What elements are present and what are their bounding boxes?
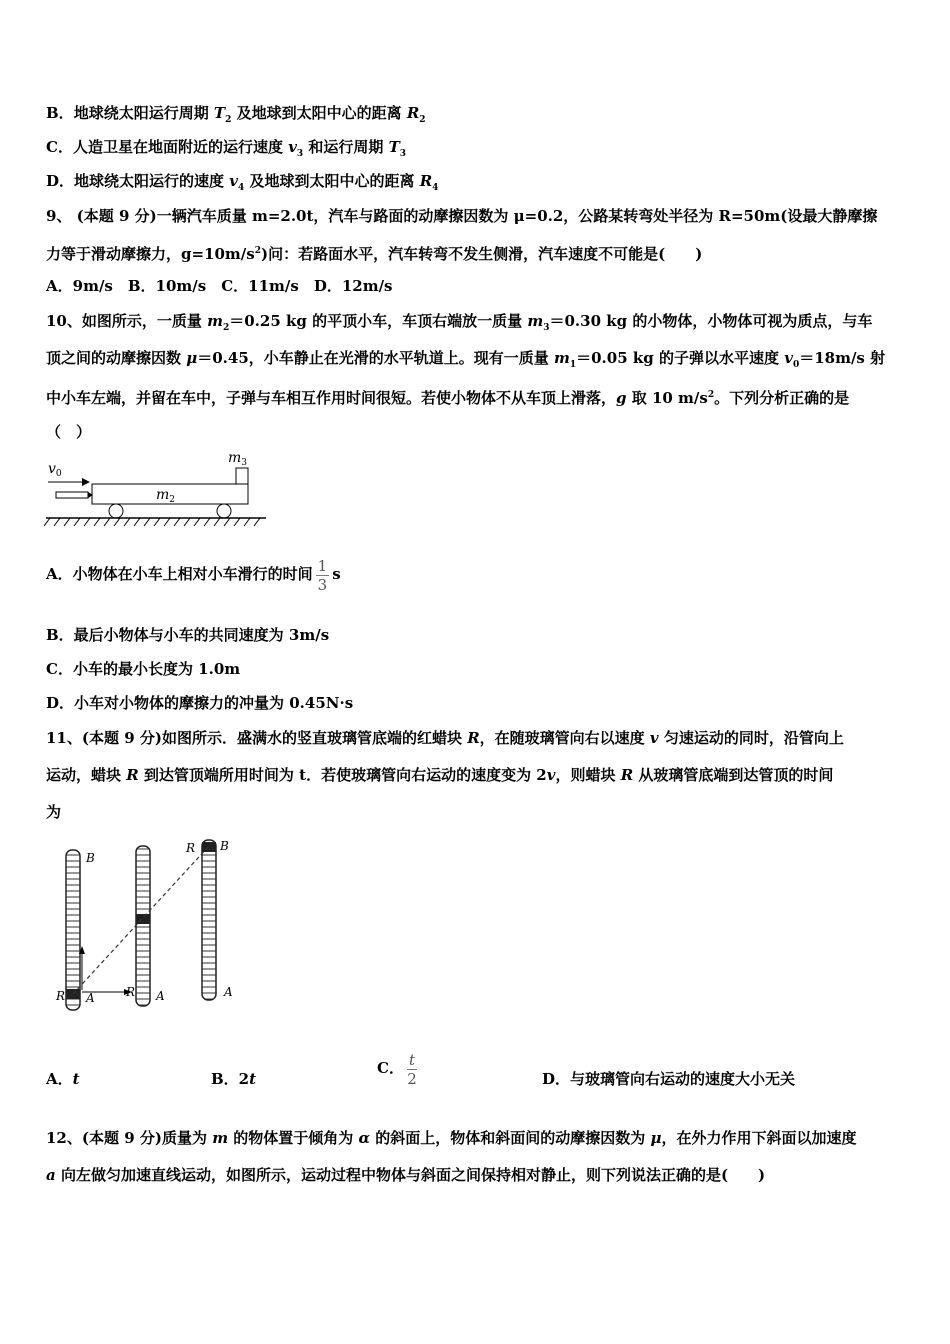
svg-text:R: R — [126, 985, 136, 999]
q11-option-a: A．t — [46, 1070, 80, 1088]
fraction-one-third: $\frac{1}{3}$ — [317, 556, 328, 594]
q10-option-a: A．小物体在小车上相对小车滑行的时间 $\frac{1}{3}$ s — [46, 556, 341, 594]
q10-option-d: D．小车对小物体的摩擦力的冲量为 0.45N·s — [46, 694, 354, 712]
svg-text:A: A — [224, 985, 233, 999]
q11-option-b: B．2t — [211, 1070, 257, 1088]
q10-line-2: 顶之间的动摩擦因数 μ＝0.45，小车静止在光滑的水平轨道上。现有一质量 $m_1=0.05$ kg 的子弹以水平速度 $v_0=18m/s$ 射 — [46, 349, 886, 370]
ground-hatch — [44, 518, 260, 526]
q11-option-c: C． $\frac{t}{2}$ — [377, 1050, 417, 1088]
q8-option-b: B．地球绕太阳运行周期 $T_2$ 及地球到太阳中心的距离 $R_2$ — [46, 104, 426, 125]
q9-options: A．9m/s B．10m/s C．11m/s D．12m/s — [46, 277, 393, 295]
wax-block-3 — [202, 842, 216, 852]
m2-label: $m_2$ — [156, 487, 176, 505]
q11-option-d: D．与玻璃管向右运动的速度大小无关 — [542, 1070, 796, 1088]
svg-text:R: R — [186, 841, 196, 855]
svg-text:A: A — [86, 991, 95, 1005]
q11-line-1: 11、(本题 9 分)如图所示．盛满水的竖直玻璃管底端的红蜡块 R，在随玻璃管向右以速度 v 匀速运动的同时，沿管向上 — [46, 729, 844, 747]
svg-text:A: A — [156, 989, 165, 1003]
q10-line-3: 中小车左端，并留在车中，子弹与车相互作用时间很短。若使小物体不从车顶上滑落，g 取 10 $m/s^2$。下列分析正确的是 — [46, 389, 850, 407]
svg-text:B: B — [86, 851, 95, 865]
svg-text:B: B — [220, 839, 229, 853]
q10-option-c: C．小车的最小长度为 1.0m — [46, 660, 241, 678]
wheel-right — [217, 504, 231, 518]
q9-line-1: 9、 (本题 9 分)一辆汽车质量 m=2.0t，汽车与路面的动摩擦因数为 μ=0.2，公路某转弯处半径为 R=50m(设最大静摩擦 — [46, 207, 878, 225]
tube-2 — [125, 846, 165, 1006]
q10-line-4: （ ） — [46, 423, 92, 441]
svg-text:R: R — [56, 989, 66, 1003]
m3-label: $m_3$ — [228, 450, 248, 468]
bullet — [56, 492, 88, 498]
q9-line-2: 力等于滑动摩擦力，$g=10m/s^2$)问：若路面水平，汽车转弯不发生侧滑，汽车速度不可能是( ) — [46, 245, 703, 263]
q10-option-b: B．最后小物体与小车的共同速度为 3m/s — [46, 626, 330, 644]
arrow-head-icon — [82, 478, 90, 486]
tube-3 — [185, 839, 233, 1000]
wax-block-2 — [136, 914, 150, 924]
small-object — [236, 468, 248, 484]
q8-option-d: D．地球绕太阳运行的速度 $v_4$ 及地球到太阳中心的距离 $R_4$ — [46, 172, 439, 193]
q11-line-3: 为 — [46, 803, 62, 821]
fraction-t-over-2: $\frac{t}{2}$ — [407, 1050, 417, 1088]
q12-line-2: a 向左做匀加速直线运动，如图所示，运动过程中物体与斜面之间保持相对静止，则下列说法正确的是( ) — [46, 1166, 766, 1184]
tube-1 — [55, 850, 132, 1010]
q12-line-1: 12、(本题 9 分)质量为 m 的物体置于倾角为 α 的斜面上，物体和斜面间的动摩擦因数为 μ，在外力作用下斜面以加速度 — [46, 1129, 857, 1147]
v0-label: $v_0$ — [48, 461, 62, 479]
wheel-left — [109, 504, 123, 518]
q10-line-1: 10、如图所示，一质量 $m_2=0.25$ kg 的平顶小车，车顶右端放一质量 $m_3=0.30$ kg 的小物体，小物体可视为质点，与车 — [46, 312, 873, 333]
q8-option-c: C．人造卫星在地面附近的运行速度 $v_3$ 和运行周期 $T_3$ — [46, 138, 407, 159]
q11-tubes-figure — [50, 834, 240, 1016]
q10-cart-figure — [44, 446, 270, 528]
q11-line-2: 运动，蜡块 R 到达管顶端所用时间为 t．若使玻璃管向右运动的速度变为 2v，则蜡块 R 从玻璃管底端到达管顶的时间 — [46, 766, 834, 784]
